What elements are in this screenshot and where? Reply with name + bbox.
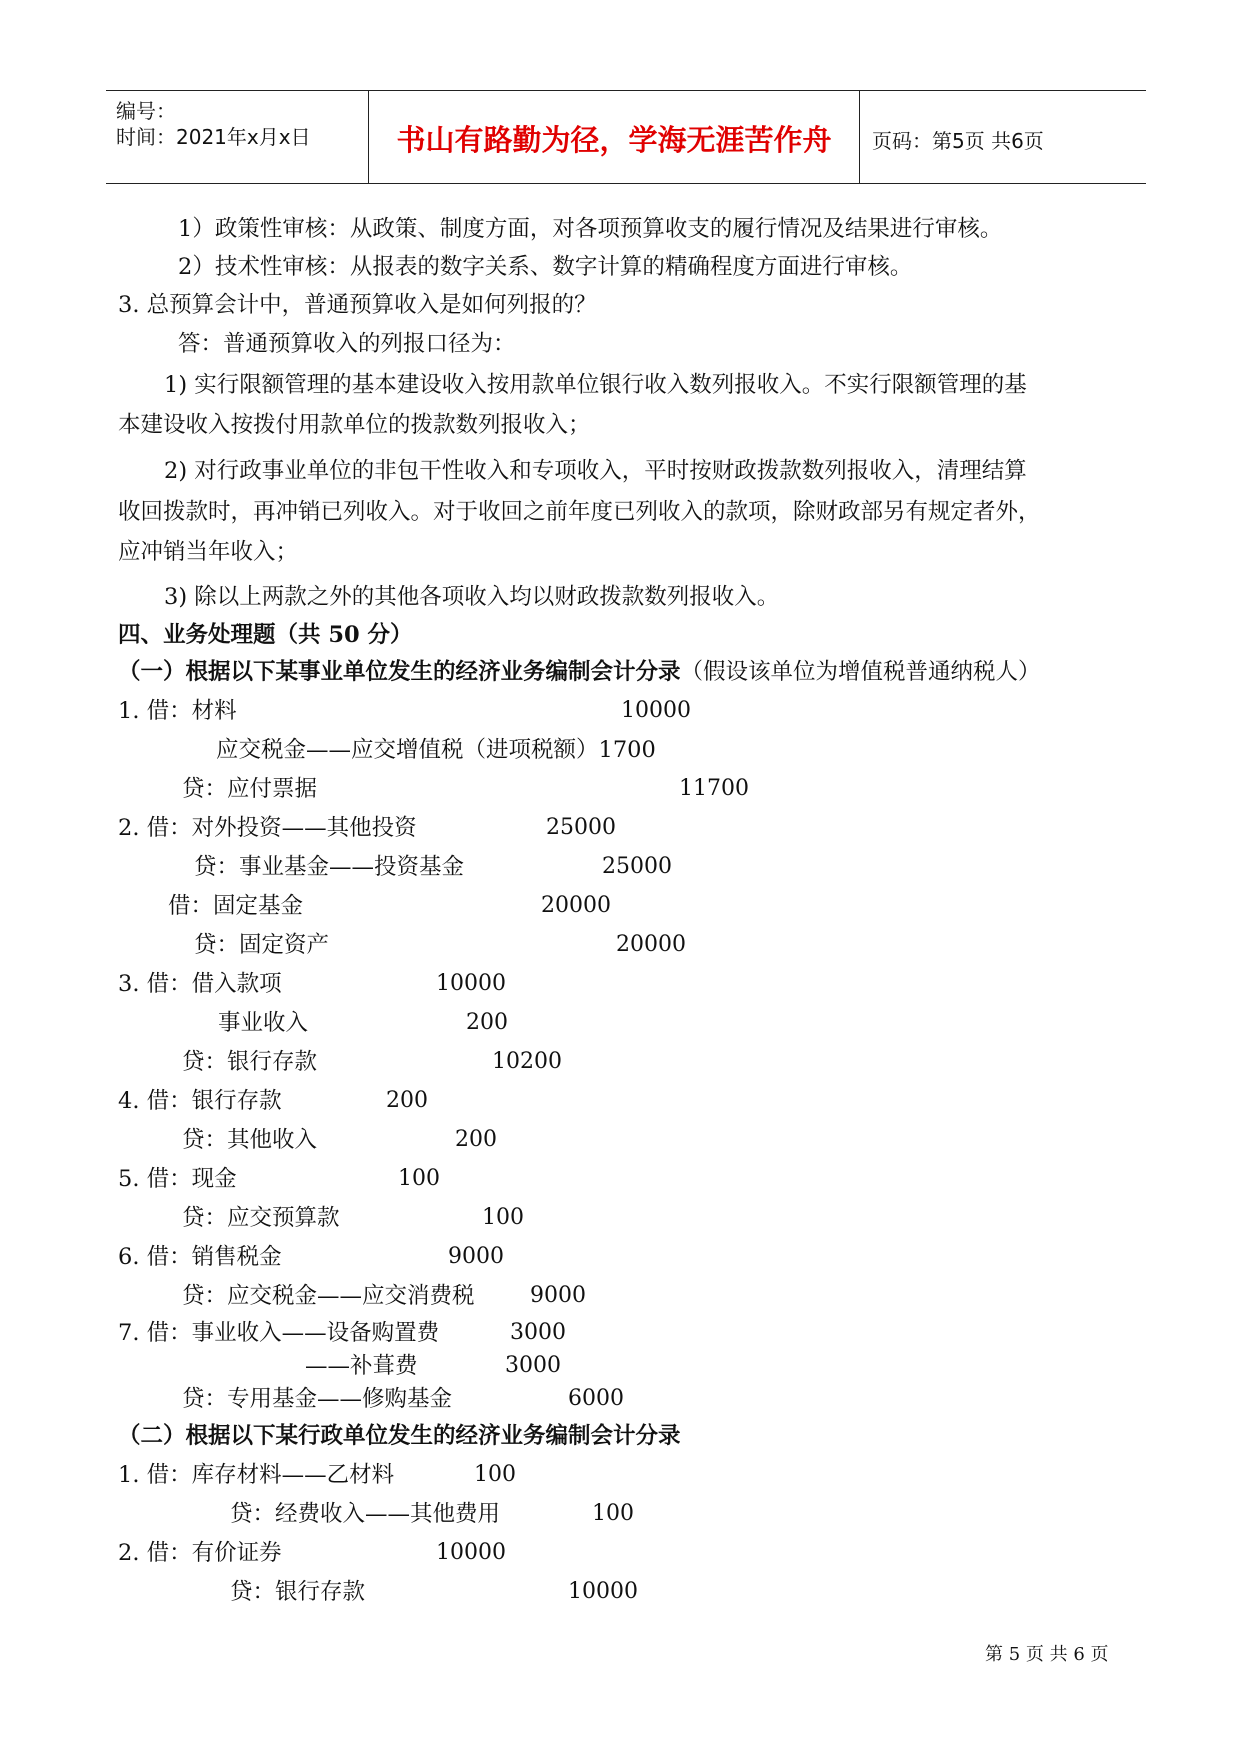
page-header bbox=[106, 90, 1146, 184]
header-slogan-cell bbox=[369, 91, 860, 183]
entry-amount: 6000 bbox=[568, 1386, 624, 1411]
paragraph-line: 1) 实行限额管理的基本建设收入按用款单位银行收入数列报收入。不实行限额管理的基 bbox=[164, 372, 1027, 398]
header-info-cell bbox=[106, 91, 369, 183]
paragraph-line: 应冲销当年收入； bbox=[118, 539, 299, 565]
entry-line: 借：固定基金 bbox=[168, 893, 304, 919]
paragraph-line: 2）技术性审核：从报表的数字关系、数字计算的精确程度方面进行审核。 bbox=[178, 254, 913, 280]
entry-line: 应交税金——应交增值税（进项税额）1700 bbox=[216, 737, 656, 763]
entry-line: 贷：其他收入 bbox=[182, 1127, 318, 1153]
entry-line: 2. 借：有价证券 bbox=[118, 1540, 282, 1566]
entry-amount: 3000 bbox=[510, 1320, 566, 1345]
entry-amount: 200 bbox=[386, 1088, 428, 1113]
entry-amount: 100 bbox=[592, 1501, 634, 1526]
entry-amount: 200 bbox=[466, 1010, 508, 1035]
paragraph-line: 2) 对行政事业单位的非包干性收入和专项收入，平时按财政拨款数列报收入，清理结算 bbox=[164, 458, 1027, 484]
entry-line: 5. 借：现金 bbox=[118, 1166, 237, 1192]
entry-line: 贷：应付票据 bbox=[182, 776, 318, 802]
entry-line: 贷：应交预算款 bbox=[182, 1205, 340, 1231]
entry-amount: 10000 bbox=[621, 698, 691, 723]
entry-amount: 11700 bbox=[679, 776, 749, 801]
entry-line: 事业收入 bbox=[218, 1010, 309, 1036]
paragraph-line: 收回拨款时，再冲销已列收入。对于收回之前年度已列收入的款项，除财政部另有规定者外， bbox=[118, 499, 1041, 525]
entry-amount: 200 bbox=[455, 1127, 497, 1152]
subsection-heading-2: （二）根据以下某行政单位发生的经济业务编制会计分录 bbox=[118, 1423, 681, 1449]
entry-line: 6. 借：销售税金 bbox=[118, 1244, 282, 1270]
entry-line: 贷：应交税金——应交消费税 bbox=[182, 1283, 475, 1309]
entry-amount: 25000 bbox=[602, 854, 672, 879]
footer-page-number: 第 5 页 共 6 页 bbox=[985, 1644, 1109, 1665]
entry-line: 1. 借：库存材料——乙材料 bbox=[118, 1462, 395, 1488]
entry-amount: 20000 bbox=[616, 932, 686, 957]
section-heading: 四、业务处理题（共 50 分） bbox=[118, 622, 413, 648]
subsection-title: （一）根据以下某事业单位发生的经济业务编制会计分录 bbox=[118, 659, 681, 685]
entry-amount: 100 bbox=[398, 1166, 440, 1191]
header-page-cell bbox=[860, 91, 1146, 183]
entry-amount: 25000 bbox=[546, 815, 616, 840]
entry-line: 贷：事业基金——投资基金 bbox=[194, 854, 465, 880]
entry-amount: 100 bbox=[474, 1462, 516, 1487]
entry-line: 2. 借：对外投资——其他投资 bbox=[118, 815, 417, 841]
entry-line: 4. 借：银行存款 bbox=[118, 1088, 282, 1114]
entry-amount: 10200 bbox=[492, 1049, 562, 1074]
doc-number-label: 编号： bbox=[116, 99, 176, 123]
entry-amount: 20000 bbox=[541, 893, 611, 918]
entry-line: 贷：银行存款 bbox=[230, 1579, 366, 1605]
entry-line: 贷：专用基金——修购基金 bbox=[182, 1386, 453, 1412]
entry-amount: 100 bbox=[482, 1205, 524, 1230]
subsection-note: （假设该单位为增值税普通纳税人） bbox=[680, 659, 1041, 685]
entry-line: ——补葺费 bbox=[305, 1353, 418, 1379]
entry-line: 贷：经费收入——其他费用 bbox=[230, 1501, 501, 1527]
entry-amount: 10000 bbox=[436, 1540, 506, 1565]
entry-line: 7. 借：事业收入——设备购置费 bbox=[118, 1320, 440, 1346]
entry-amount: 9000 bbox=[530, 1283, 586, 1308]
doc-time-label: 时间：2021年x月x日 bbox=[116, 125, 311, 149]
entry-line: 贷：固定资产 bbox=[194, 932, 330, 958]
header-page-number: 页码：第5页 共6页 bbox=[872, 129, 1044, 153]
slogan: 书山有路勤为径，学海无涯苦作舟 bbox=[396, 123, 832, 157]
answer-intro: 答：普通预算收入的列报口径为： bbox=[178, 331, 516, 357]
entry-line: 3. 借：借入款项 bbox=[118, 971, 282, 997]
subsection-heading-1 bbox=[118, 657, 1041, 687]
entry-amount: 10000 bbox=[568, 1579, 638, 1604]
entry-amount: 10000 bbox=[436, 971, 506, 996]
paragraph-line: 3) 除以上两款之外的其他各项收入均以财政拨款数列报收入。 bbox=[164, 584, 780, 610]
paragraph-line: 本建设收入按拨付用款单位的拨款数列报收入； bbox=[118, 412, 591, 438]
entry-line: 贷：银行存款 bbox=[182, 1049, 318, 1075]
entry-line: 1. 借：材料 bbox=[118, 698, 237, 724]
question-3: 3. 总预算会计中，普通预算收入是如何列报的？ bbox=[118, 292, 597, 318]
entry-amount: 3000 bbox=[505, 1353, 561, 1378]
entry-amount: 9000 bbox=[448, 1244, 504, 1269]
paragraph-line: 1）政策性审核：从政策、制度方面，对各项预算收支的履行情况及结果进行审核。 bbox=[178, 216, 1003, 242]
